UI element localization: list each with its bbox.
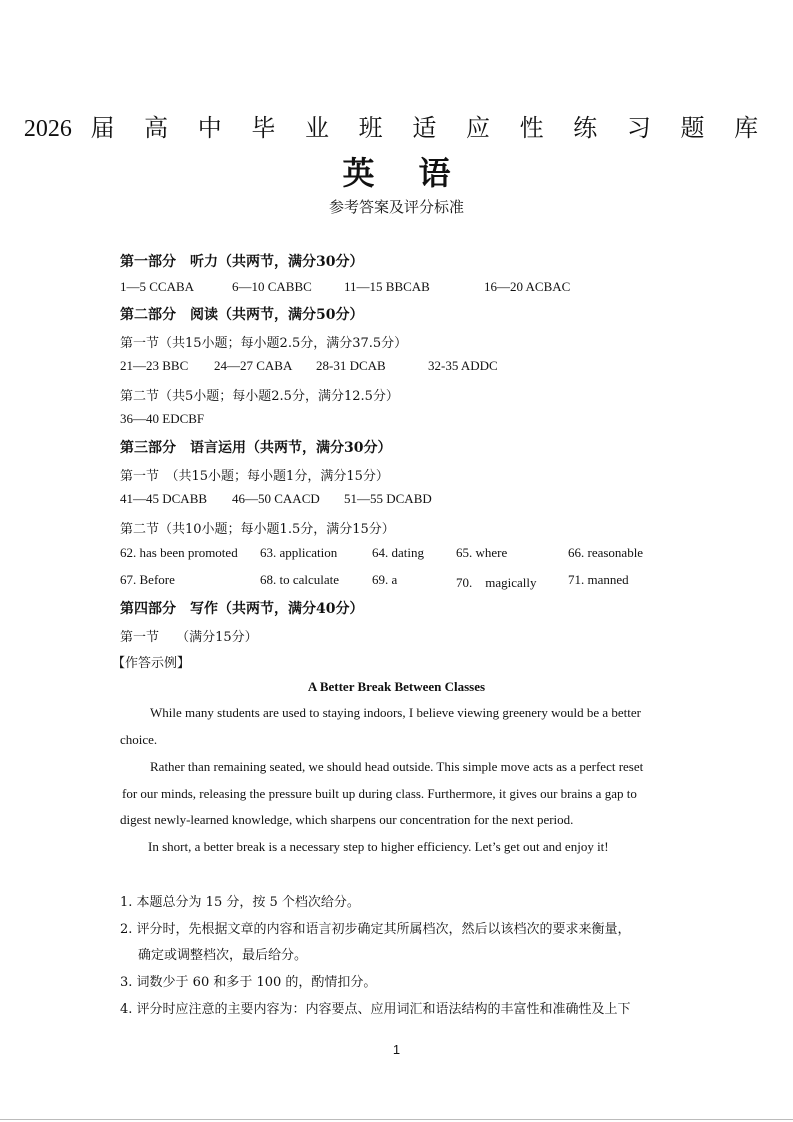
part2-section1: 第一节（共15小题；每小题2.5分，满分37.5分） — [120, 336, 408, 351]
example-label: 【作答示例】 — [112, 656, 191, 671]
exam-year: 2026 — [23, 116, 72, 142]
fill-answer: 62. has been promoted — [120, 545, 238, 560]
essay-title: A Better Break Between Classes — [307, 679, 486, 694]
essay-p3-line1: In short, a better break is a necessary step to higher efficiency. Let’s get out and enjoy it! — [148, 839, 609, 854]
answer-group: 51—55 DCABD — [344, 491, 432, 506]
essay-p1-line1: While many students are used to staying indoors, I believe viewing greenery would be a better — [150, 705, 641, 720]
fill-answer: 70. magically — [456, 575, 537, 590]
fill-answer: 64. dating — [372, 545, 424, 560]
answer-group: 36—40 EDCBF — [120, 411, 205, 426]
answer-group: 46—50 CAACD — [232, 491, 320, 506]
part1-heading: 第一部分 听力（共两节，满分30分） — [120, 254, 364, 270]
answer-group: 1—5 CCABA — [120, 279, 195, 294]
part4-section1: 第一节 （满分15分） — [120, 630, 258, 645]
part2-section2: 第二节（共5小题；每小题2.5分，满分12.5分） — [120, 389, 399, 404]
fill-answer: 71. manned — [568, 572, 629, 587]
fill-answer: 68. to calculate — [260, 572, 340, 587]
part4-heading: 第四部分 写作（共两节，满分40分） — [120, 601, 364, 617]
part2-heading: 第二部分 阅读（共两节，满分50分） — [120, 307, 364, 323]
page-number: 1 — [392, 1042, 401, 1057]
part3-heading: 第三部分 语言运用（共两节，满分30分） — [120, 440, 392, 456]
fill-answer: 66. reasonable — [568, 545, 644, 560]
answer-group: 24—27 CABA — [214, 358, 293, 373]
answer-group: 32-35 ADDC — [428, 358, 498, 373]
scoring-note: 1. 本题总分为 15 分，按 5 个档次给分。 — [120, 895, 360, 910]
fill-answer: 69. a — [372, 572, 398, 587]
fill-answer: 67. Before — [120, 572, 175, 587]
scoring-note: 确定或调整档次，最后给分。 — [138, 948, 308, 963]
essay-p2-line1: Rather than remaining seated, we should head outside. This simple move acts as a perfect reset — [150, 759, 644, 774]
fill-answer: 63. application — [260, 545, 338, 560]
fill-answer: 65. where — [456, 545, 508, 560]
page-divider — [0, 1119, 793, 1120]
answer-group: 11—15 BBCAB — [344, 279, 430, 294]
answer-group: 28-31 DCAB — [316, 358, 386, 373]
essay-p1-line2: choice. — [120, 732, 158, 747]
exam-title: 2026 届 高 中 毕 业 班 适 应 性 练 习 题 库 — [23, 114, 764, 142]
subject-title: 英 语 — [342, 154, 451, 192]
subtitle: 参考答案及评分标准 — [328, 198, 464, 216]
part3-section2: 第二节（共10小题；每小题1.5分，满分15分） — [120, 522, 395, 537]
part3-section1: 第一节 （共15小题；每小题1分，满分15分） — [120, 469, 389, 484]
scoring-note: 3. 词数少于 60 和多于 100 的，酌情扣分。 — [120, 975, 377, 990]
scoring-note: 4. 评分时应注意的主要内容为：内容要点、应用词汇和语法结构的丰富性和准确性及上下 — [120, 1002, 631, 1017]
essay-p2-line3: digest newly-learned knowledge, which sharpens our concentration for the next period. — [120, 812, 574, 827]
answer-group: 21—23 BBC — [120, 358, 189, 373]
scoring-note: 2. 评分时，先根据文章的内容和语言初步确定其所属档次，然后以该档次的要求来衡量， — [120, 922, 631, 937]
answer-group: 41—45 DCABB — [120, 491, 208, 506]
essay-p2-line2: for our minds, releasing the pressure built up during class. Furthermore, it gives our brains a gap to — [122, 786, 637, 801]
answer-group: 6—10 CABBC — [232, 279, 312, 294]
answer-group: 16—20 ACBAC — [484, 279, 571, 294]
